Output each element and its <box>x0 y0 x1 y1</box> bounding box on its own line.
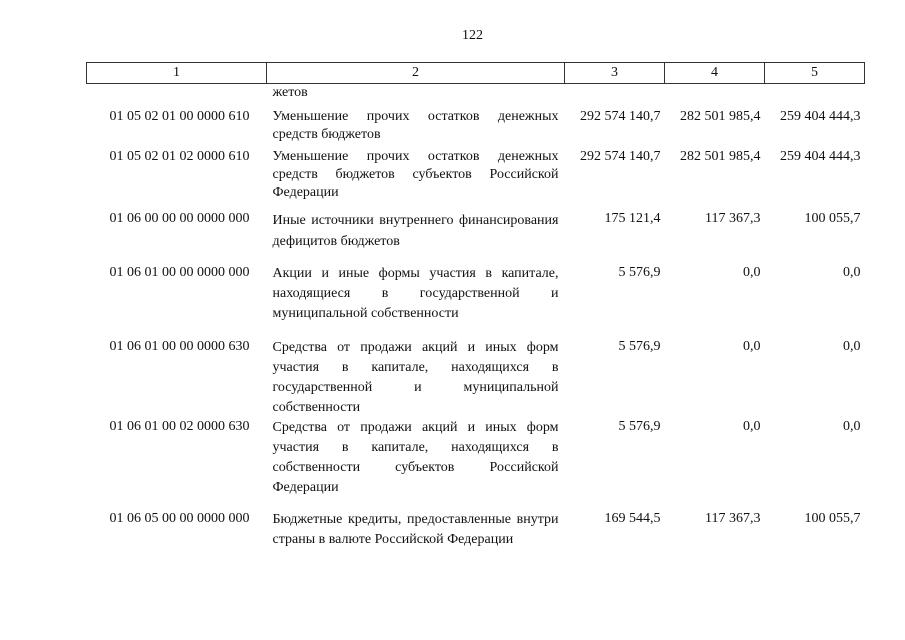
row-value-col3: 5 576,9 <box>618 265 661 280</box>
table-row <box>87 210 865 264</box>
header-col-1: 1 <box>87 63 267 84</box>
row-value-col3: 292 574 140,7 <box>580 149 661 164</box>
table-row <box>87 148 865 210</box>
table-row <box>87 108 865 148</box>
row-name: Уменьшение прочих остатков денежных средств бюджетов <box>272 109 559 142</box>
table-row <box>87 418 865 510</box>
page-number: 122 <box>462 28 483 43</box>
row-value-col4: 282 501 985,4 <box>680 109 761 124</box>
row-value-col4: 117 367,3 <box>705 211 761 226</box>
row-name: Иные источники внутреннего финансирования дефицитов бюджетов <box>272 213 559 249</box>
row-value-col3: 292 574 140,7 <box>580 109 661 124</box>
row-code: 01 05 02 01 02 0000 610 <box>109 149 250 164</box>
header-col-2: 2 <box>267 63 565 84</box>
row-value-col5: 0,0 <box>843 339 861 354</box>
row-value-col5: 0,0 <box>843 265 861 280</box>
row-name: Уменьшение прочих остатков денежных средств бюджетов субъектов Российской Федерации <box>272 149 559 200</box>
row-value-col5: 259 404 444,3 <box>780 109 861 124</box>
row-name: Акции и иные формы участия в капитале, находящиеся в государственной и муниципальной собственности <box>272 266 559 321</box>
row-value-col3: 175 121,4 <box>604 211 661 226</box>
row-value-col3: 5 576,9 <box>618 339 661 354</box>
row-code: 01 06 05 00 00 0000 000 <box>109 511 250 526</box>
row-name: Бюджетные кредиты, предоставленные внутри страны в валюте Российской Федерации <box>272 512 559 547</box>
row-name: Средства от продажи акций и иных форм участия в капитале, находящихся в собственности субъектов Российской Федерации <box>272 420 559 495</box>
row-value-col4: 0,0 <box>743 339 761 354</box>
row-code: 01 06 00 00 00 0000 000 <box>109 211 250 226</box>
row-value-col4: 0,0 <box>743 265 761 280</box>
row-code: 01 05 02 01 00 0000 610 <box>109 109 250 124</box>
row-code: 01 06 01 00 00 0000 000 <box>109 265 250 280</box>
row-value-col4: 282 501 985,4 <box>680 149 761 164</box>
row-value-col4: 117 367,3 <box>705 511 761 526</box>
row-value-col5: 0,0 <box>843 419 861 434</box>
table-body <box>87 84 865 575</box>
row-value-col4: 0,0 <box>743 419 761 434</box>
row-value-col5: 259 404 444,3 <box>780 149 861 164</box>
row-code: 01 06 01 00 02 0000 630 <box>109 419 250 434</box>
header-col-3: 3 <box>565 63 665 84</box>
row-value-col3: 169 544,5 <box>604 511 661 526</box>
table-row <box>87 338 865 418</box>
header-col-5: 5 <box>765 63 865 84</box>
row-value-col5: 100 055,7 <box>804 211 861 226</box>
table-header <box>87 63 865 84</box>
row-value-col5: 100 055,7 <box>804 511 861 526</box>
header-row <box>87 63 865 84</box>
table-row <box>87 264 865 338</box>
continuation-row <box>87 84 865 109</box>
table-row <box>87 510 865 574</box>
row-code: 01 06 01 00 00 0000 630 <box>109 339 250 354</box>
row-name: Средства от продажи акций и иных форм участия в капитале, находящихся в государственной и муниципальной собственности <box>272 340 559 415</box>
sources-table <box>86 62 865 574</box>
continuation-text: жетов <box>272 85 308 100</box>
header-col-4: 4 <box>665 63 765 84</box>
row-value-col3: 5 576,9 <box>618 419 661 434</box>
